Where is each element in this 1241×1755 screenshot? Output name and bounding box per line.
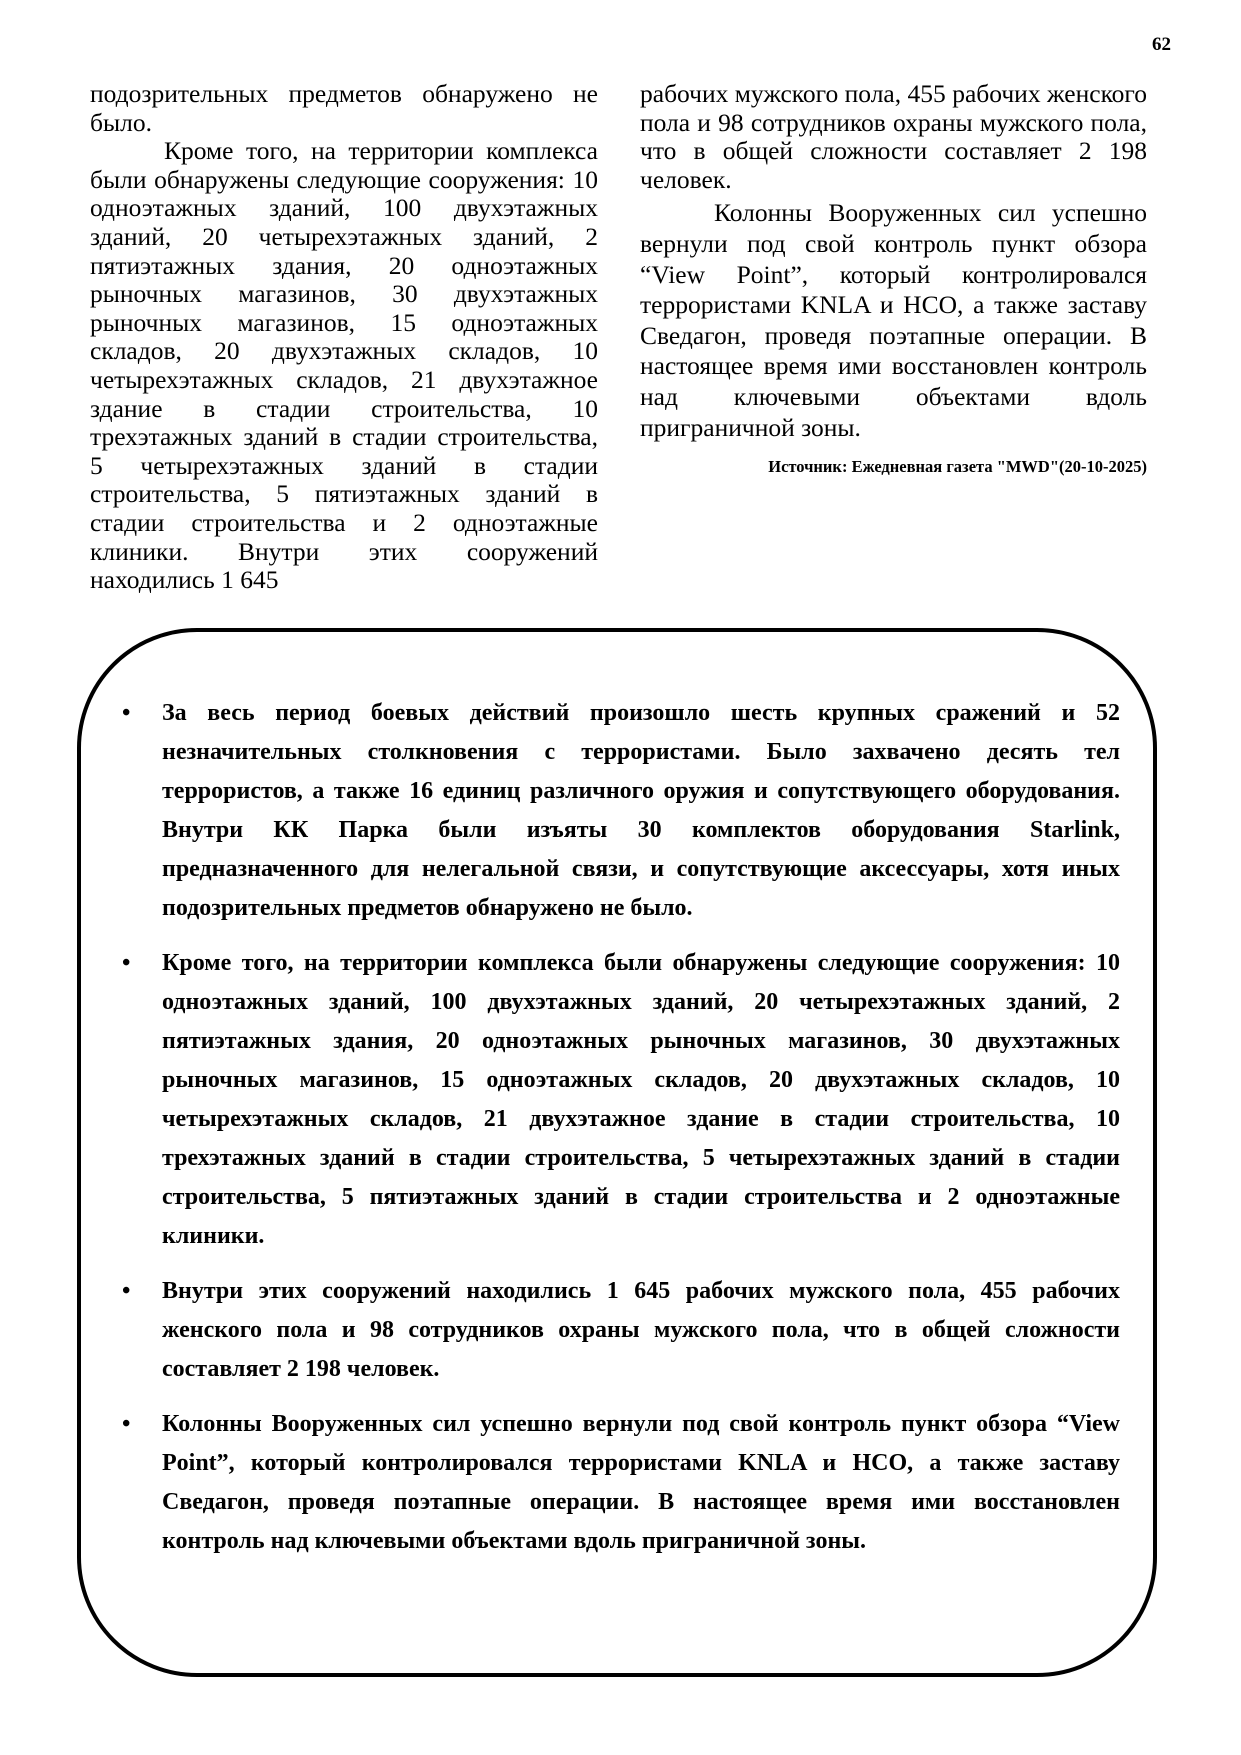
bullet-icon: • — [122, 1278, 131, 1304]
summary-bullet-item — [118, 1405, 1120, 1561]
summary-bullet-item — [118, 944, 1120, 1256]
summary-bullet-list — [118, 694, 1120, 1577]
summary-bullet-text: За весь период боевых действий произошло шесть крупных сражений и 52 незначительных столкновения с террористами. Было захвачено десять тел террористов, а также 16 единиц различного оружия и сопутствующего оборудования. Внутри КК Парка были изъяты 30 комплектов оборудования Starlink, предназначенного для нелегальной связи, и сопутствующие аксессуары, хотя иных подозрительных предметов обнаружено не было. — [162, 700, 1120, 921]
source-citation: Источник: Ежедневная газета "MWD"(20-10-2025) — [768, 457, 1147, 477]
summary-bullet-text: Внутри этих сооружений находились 1 645 рабочих мужского пола, 455 рабочих женского пола и 98 сотрудников охраны мужского пола, что в общей сложности составляет 2 198 человек. — [162, 1278, 1120, 1382]
right-paragraph-operations: Колонны Вооруженных сил успешно вернули под свой контроль пункт обзора “View Point”, который контролировался террористами KNLA и HCO, а также заставу Сведагон, проведя поэтапные операции. В настоящее время ими восстановлен контроль над ключевыми объектами вдоль приграничной зоны. — [640, 198, 1147, 442]
bullet-icon: • — [122, 950, 131, 976]
right-paragraph-continuation: рабочих мужского пола, 455 рабочих женского пола и 98 сотрудников охраны мужского пола, что в общей сложности составляет 2 198 человек. — [640, 79, 1147, 194]
summary-bullet-text: Колонны Вооруженных сил успешно вернули под свой контроль пункт обзора “View Point”, который контролировался террористами KNLA и HCO, а также заставу Сведагон, проведя поэтапные операции. В настоящее время ими восстановлен контроль над ключевыми объектами вдоль приграничной зоны. — [162, 1411, 1120, 1554]
page-number: 62 — [1152, 34, 1171, 55]
bullet-icon: • — [122, 700, 131, 726]
right-column — [640, 80, 1147, 477]
summary-bullet-text: Кроме того, на территории комплекса были обнаружены следующие сооружения: 10 одноэтажных зданий, 100 двухэтажных зданий, 20 четырехэтажных зданий, 2 пятиэтажных здания, 20 одноэтажных рыночных магазинов, 30 двухэтажных рыночных магазинов, 15 одноэтажных складов, 20 двухэтажных складов, 10 четырехэтажных складов, 21 двухэтажное здание в стадии строительства, 10 трехэтажных зданий в стадии строительства, 5 четырехэтажных зданий в стадии строительства, 5 пятиэтажных зданий в стадии строительства и 2 одноэтажные клиники. — [162, 950, 1120, 1249]
left-paragraph-continuation: подозрительных предметов обнаружено не было. — [90, 79, 598, 137]
bullet-icon: • — [122, 1411, 131, 1437]
left-column — [90, 80, 598, 595]
summary-bullet-item — [118, 694, 1120, 928]
left-paragraph-structures: Кроме того, на территории комплекса были обнаружены следующие сооружения: 10 одноэтажных зданий, 100 двухэтажных зданий, 20 четырехэтажных зданий, 2 пятиэтажных здания, 20 одноэтажных рыночных магазинов, 30 двухэтажных рыночных магазинов, 15 одноэтажных складов, 20 двухэтажных складов, 10 четырехэтажных складов, 21 двухэтажное здание в стадии строительства, 10 трехэтажных зданий в стадии строительства, 5 четырехэтажных зданий в стадии строительства, 5 пятиэтажных зданий в стадии строительства и 2 одноэтажные клиники. Внутри этих сооружений находились 1 645 — [90, 136, 598, 595]
summary-bullet-item — [118, 1272, 1120, 1389]
